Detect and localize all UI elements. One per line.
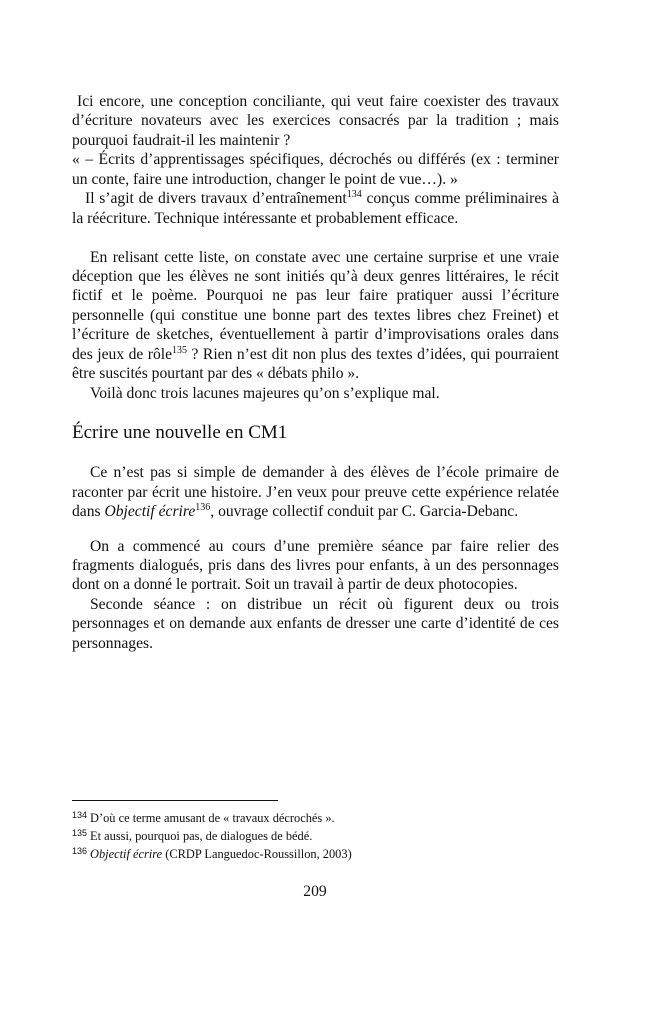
footnote-number: 134 xyxy=(72,810,88,820)
footnote-divider xyxy=(72,800,278,801)
paragraph: Ici encore, une conception conciliante, qui veut faire coexister des travaux d’écriture novateurs avec les exercices consacrés par la tradition ; mais pourquoi faudrait-il les maintenir ? xyxy=(72,93,559,149)
footnote-ref[interactable]: 136 xyxy=(195,502,211,514)
footnote-text: (CRDP Languedoc-Roussillon, 2003) xyxy=(162,847,352,861)
footnote xyxy=(72,845,352,863)
paragraph: Seconde séance : on distribue un récit où figurent deux ou trois personnages et on demande aux enfants de dresser une carte d’identité de ces personnages. xyxy=(72,595,559,652)
text: conçus comme préliminaires à la réécriture. Technique intéressante et probablement efficace. xyxy=(72,190,559,227)
text: En relisant cette liste, on constate avec une certaine surprise et une vraie déception que les élèves ne sont initiés qu’à deux genres littéraires, le récit fictif et le poème. Pourquoi ne pas leur faire pratiquer aussi l’écriture personnelle (qui constitue une bonne part des textes libres chez Freinet) et l’écriture de sketches, éventuellement à partir d’improvisations orales dans des jeux de rôle xyxy=(72,248,559,363)
main-text xyxy=(72,92,559,653)
paragraph xyxy=(72,248,559,384)
text: Il s’agit de divers travaux d’entraînement xyxy=(85,190,347,208)
footnote xyxy=(72,827,352,845)
footnote-ref[interactable]: 134 xyxy=(346,189,362,201)
paragraph: Voilà donc trois lacunes majeures qu’on s’explique mal. xyxy=(90,384,440,402)
footnote-text: Et aussi, pourquoi pas, de dialogues de bédé. xyxy=(90,829,313,843)
text: ? Rien n’est dit non plus des textes d’idées, qui pourraient être suscités pourtant par des « débats philo ». xyxy=(72,345,559,383)
book-title: Objectif écrire xyxy=(104,503,196,521)
footnotes xyxy=(72,809,352,863)
paragraph: On a commencé au cours d’une première séance par faire relier des fragments dialogués, pris dans des livres pour enfants, à un des personnages dont on a donné le portrait. Soit un travail à partir de deux photocopies. xyxy=(72,537,559,594)
footnote xyxy=(72,809,352,827)
footnote-number: 135 xyxy=(72,828,88,838)
footnote-number: 136 xyxy=(72,846,88,856)
page-number: 209 xyxy=(303,883,327,900)
section-heading: Écrire une nouvelle en CM1 xyxy=(72,422,288,444)
text: , ouvrage collectif conduit par C. Garcia-Debanc. xyxy=(210,503,519,521)
footnote-ref[interactable]: 135 xyxy=(172,344,188,356)
quote-paragraph: « – Écrits d’apprentissages spécifiques, décrochés ou différés (ex : terminer un conte, faire une introduction, changer le point de vue…). » xyxy=(72,151,559,188)
paragraph xyxy=(72,189,559,228)
footnote-text: D’où ce terme amusant de « travaux décrochés ». xyxy=(90,811,335,825)
paragraph xyxy=(72,463,559,521)
text: Ce n’est pas si simple de demander à des élèves de l’école primaire de raconter par écrit une histoire. J’en veux pour preuve cette expérience relatée dans xyxy=(72,464,559,521)
footnote-book-title: Objectif écrire xyxy=(90,847,163,861)
